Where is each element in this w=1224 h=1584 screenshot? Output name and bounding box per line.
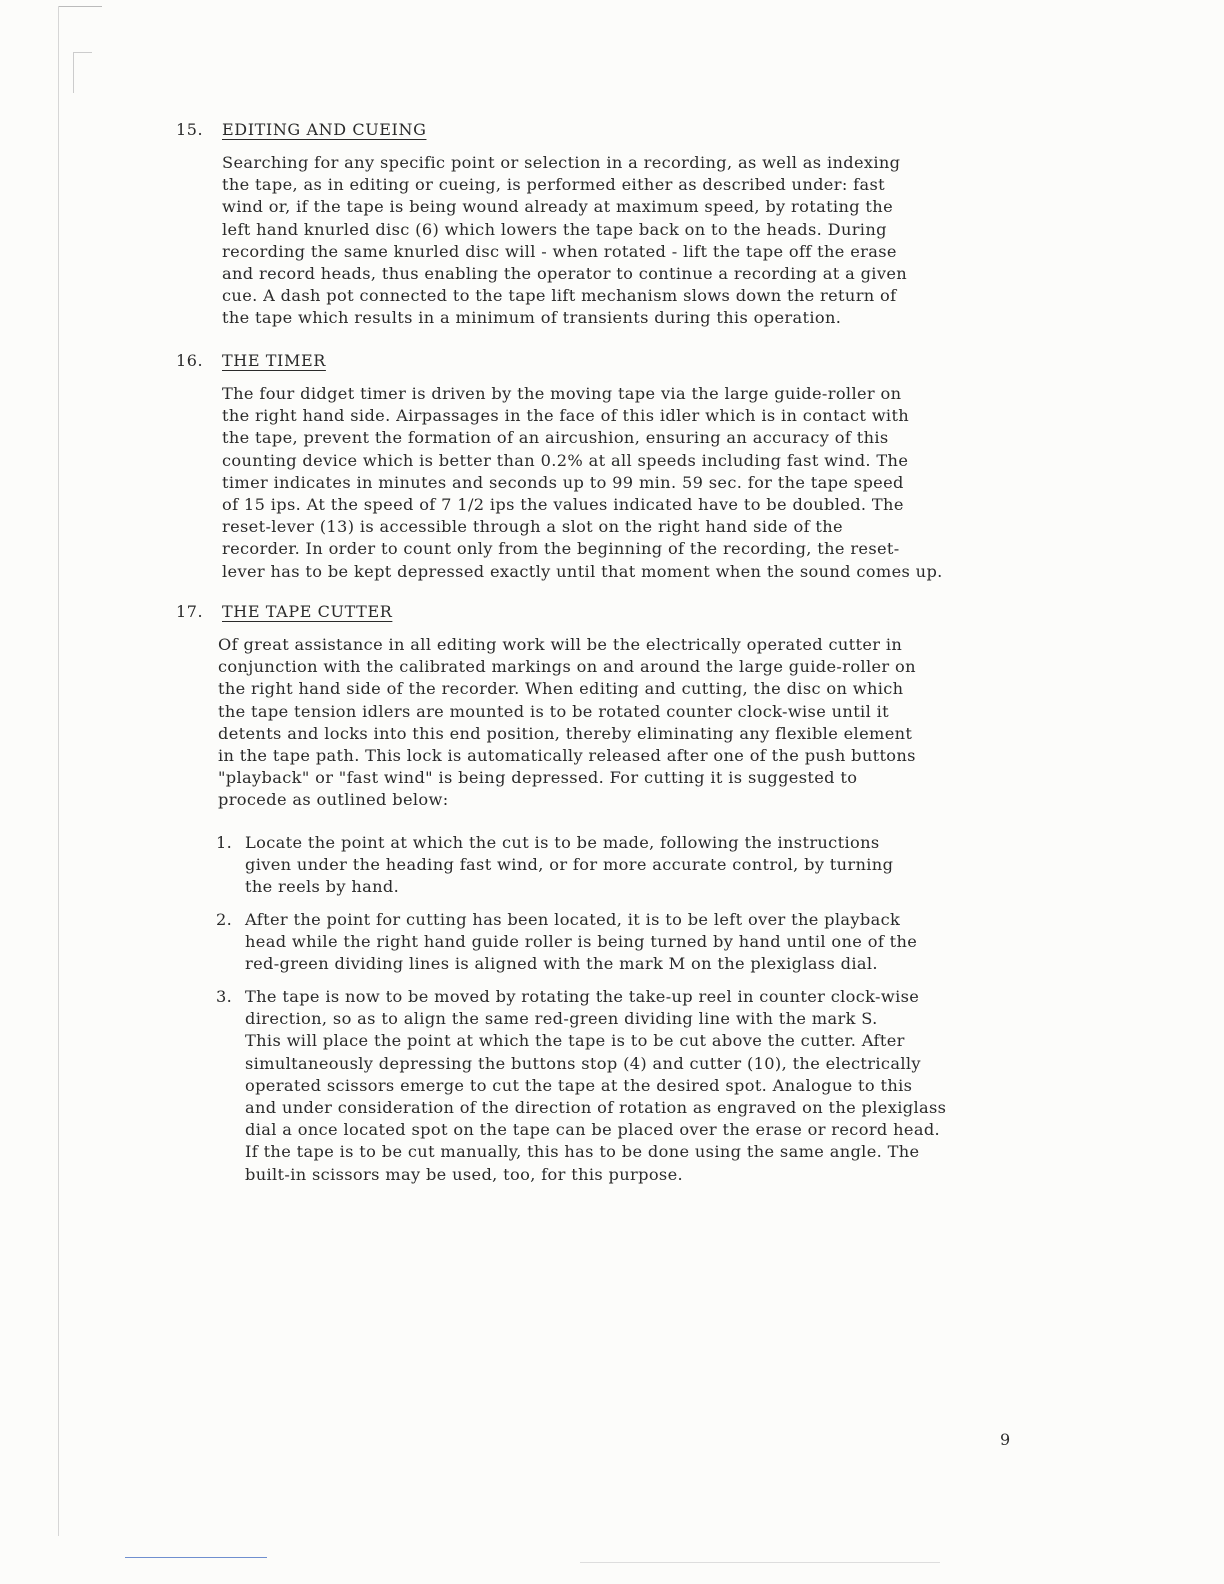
text-line: Locate the point at which the cut is to be made, following the instructions xyxy=(245,833,880,852)
section-the-timer xyxy=(176,351,1046,583)
section-paragraph xyxy=(222,152,1046,330)
section-title: EDITING AND CUEING xyxy=(222,120,427,139)
step-number: 1. xyxy=(216,833,233,852)
text-line: recorder. In order to count only from the beginning of the recording, the reset- xyxy=(222,539,900,559)
step-number: 2. xyxy=(216,910,233,929)
text-line: procede as outlined below: xyxy=(218,790,449,810)
text-line: and under consideration of the direction of rotation as engraved on the plexiglass xyxy=(245,1098,947,1118)
step-number: 3. xyxy=(216,987,233,1006)
section-heading xyxy=(176,120,1046,144)
page-number: 9 xyxy=(1000,1430,1011,1449)
scan-corner-mark xyxy=(73,52,92,93)
list-item xyxy=(216,909,917,976)
text-line: The tape is now to be moved by rotating the take-up reel in counter clock-wise xyxy=(245,987,920,1006)
text-line: the tape tension idlers are mounted is to be rotated counter clock-wise until it xyxy=(218,701,889,721)
text-line: and record heads, thus enabling the operator to continue a recording at a given xyxy=(222,264,908,284)
text-line: cue. A dash pot connected to the tape lift mechanism slows down the return of xyxy=(222,286,897,306)
scan-edge-line xyxy=(125,1557,267,1558)
text-line: in the tape path. This lock is automatically released after one of the push buttons xyxy=(218,746,916,766)
text-line: the right hand side of the recorder. When editing and cutting, the disc on which xyxy=(218,679,904,699)
text-line: counting device which is better than 0.2% at all speeds including fast wind. The xyxy=(222,450,909,470)
section-number: 16. xyxy=(176,351,204,370)
text-line: conjunction with the calibrated markings on and around the large guide-roller on xyxy=(218,657,916,677)
section-heading xyxy=(176,351,1046,375)
text-line: simultaneously depressing the buttons stop (4) and cutter (10), the electrically xyxy=(245,1053,921,1073)
text-line: left hand knurled disc (6) which lowers the tape back on to the heads. During xyxy=(222,219,887,239)
text-line: the reels by hand. xyxy=(245,877,400,897)
text-line: the tape, as in editing or cueing, is performed either as described under: fast xyxy=(222,175,885,195)
text-line: Searching for any specific point or selection in a recording, as well as indexing xyxy=(222,153,901,172)
text-line: If the tape is to be cut manually, this has to be done using the same angle. The xyxy=(245,1142,920,1162)
section-heading xyxy=(176,602,1046,626)
text-line: After the point for cutting has been located, it is to be left over the playback xyxy=(245,910,901,929)
step-text xyxy=(245,909,917,976)
text-line: "playback" or "fast wind" is being depressed. For cutting it is suggested to xyxy=(218,768,858,788)
text-line: operated scissors emerge to cut the tape at the desired spot. Analogue to this xyxy=(245,1075,913,1095)
list-item xyxy=(216,986,946,1186)
section-number: 17. xyxy=(176,602,204,621)
text-line: The four didget timer is driven by the moving tape via the large guide-roller on xyxy=(222,384,902,403)
text-line: lever has to be kept depressed exactly until that moment when the sound comes up. xyxy=(222,561,943,581)
text-line: the right hand side. Airpassages in the face of this idler which is in contact with xyxy=(222,406,910,426)
text-line: dial a once located spot on the tape can be placed over the erase or record head. xyxy=(245,1120,941,1140)
text-line: detents and locks into this end position, thereby eliminating any flexible element xyxy=(218,723,913,743)
text-line: red-green dividing lines is aligned with the mark M on the plexiglass dial. xyxy=(245,954,878,974)
text-line: timer indicates in minutes and seconds up to 99 min. 59 sec. for the tape speed xyxy=(222,472,904,492)
text-line: recording the same knurled disc will - when rotated - lift the tape off the erase xyxy=(222,241,897,261)
section-editing-and-cueing xyxy=(176,120,1046,330)
text-line: given under the heading fast wind, or for more accurate control, by turning xyxy=(245,855,894,875)
step-text xyxy=(245,986,946,1186)
section-title: THE TAPE CUTTER xyxy=(222,602,393,621)
text-line: This will place the point at which the tape is to be cut above the cutter. After xyxy=(245,1031,905,1051)
scan-edge-line xyxy=(580,1562,940,1563)
section-number: 15. xyxy=(176,120,204,139)
section-paragraph xyxy=(222,383,1046,583)
text-line: direction, so as to align the same red-green dividing line with the mark S. xyxy=(245,1009,878,1029)
section-paragraph xyxy=(218,634,1046,812)
text-line: of 15 ips. At the speed of 7 1/2 ips the values indicated have to be doubled. The xyxy=(222,495,904,515)
text-line: the tape which results in a minimum of transients during this operation. xyxy=(222,308,842,328)
text-line: wind or, if the tape is being wound already at maximum speed, by rotating the xyxy=(222,197,893,217)
text-line: reset-lever (13) is accessible through a slot on the right hand side of the xyxy=(222,517,843,537)
scan-edge-line xyxy=(58,6,59,1536)
step-text xyxy=(245,832,893,899)
text-line: Of great assistance in all editing work will be the electrically operated cutter in xyxy=(218,635,903,654)
section-the-tape-cutter xyxy=(176,602,1046,812)
text-line: the tape, prevent the formation of an aircushion, ensuring an accuracy of this xyxy=(222,428,889,448)
scan-edge-line xyxy=(58,6,102,7)
text-line: head while the right hand guide roller is being turned by hand until one of the xyxy=(245,932,918,952)
list-item xyxy=(216,832,893,899)
text-line: built-in scissors may be used, too, for this purpose. xyxy=(245,1164,683,1184)
section-title: THE TIMER xyxy=(222,351,326,370)
